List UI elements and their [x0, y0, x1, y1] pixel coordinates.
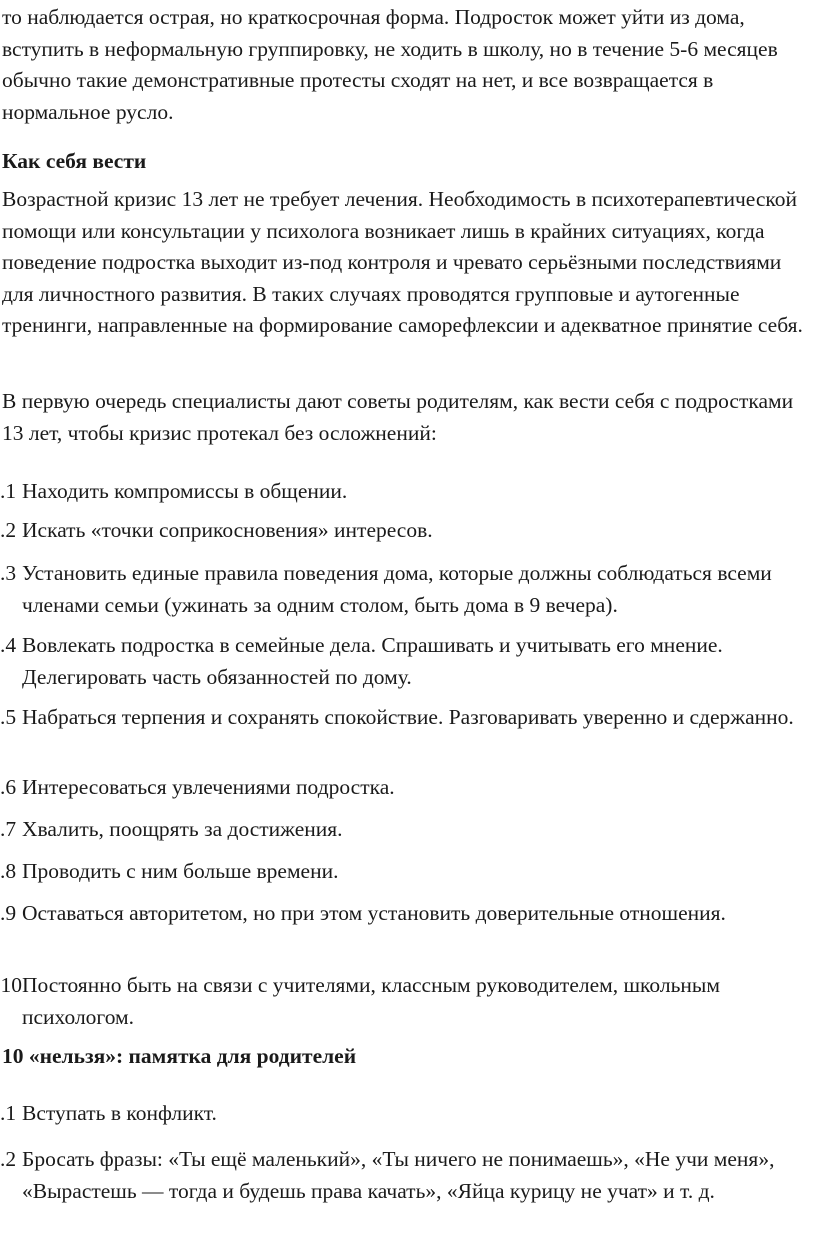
- list-item-text: Хвалить, поощрять за достижения.: [22, 817, 343, 841]
- list-item-text: Интересоваться увлечениями подростка.: [22, 775, 395, 799]
- section1-paragraph-2: В первую очередь специалисты дают советы родителям, как вести себя с подростками 13 лет, чтобы кризис протекал без осложнений:: [2, 389, 794, 445]
- list-item-text: Постоянно быть на связи с учителями, классным руководителем, школьным психологом.: [22, 973, 720, 1029]
- list-item-text: Бросать фразы: «Ты ещё маленький», «Ты ничего не понимаешь», «Не учи меня», «Вырастешь — тогда и будешь права качать», «Яйца курицу не учат» и т. д.: [22, 1147, 775, 1203]
- list-item-text: Искать «точки соприкосновения» интересов.: [22, 518, 433, 542]
- list-item-number: 4.: [0, 633, 17, 657]
- list-item-number: 9.: [0, 901, 17, 925]
- list-item-text: Оставаться авторитетом, но при этом установить доверительные отношения.: [22, 901, 726, 925]
- list-item-number: 1.: [0, 479, 17, 503]
- list-item-text: Вступать в конфликт.: [22, 1101, 217, 1125]
- list-item-number: 3.: [0, 561, 17, 585]
- list-item-number: 8.: [0, 859, 17, 883]
- list-item-number: 7.: [0, 817, 17, 841]
- list-item-text: Вовлекать подростка в семейные дела. Спрашивать и учитывать его мнение. Делегировать часть обязанностей по дому.: [22, 633, 723, 689]
- list-item-number: 6.: [0, 775, 17, 799]
- section1-paragraph-1: Возрастной кризис 13 лет не требует лечения. Необходимость в психотерапевтической помощи или консультации у психолога возникает лишь в крайних ситуациях, когда поведение подростка выходит из-под контроля и чревато серьёзными последствиями для личностного развития. В таких случаях проводятся групповые и аутогенные тренинги, направленные на формирование саморефлексии и адекватное принятие себя.: [2, 187, 803, 337]
- list-item-text: Набраться терпения и сохранять спокойствие. Разговаривать уверенно и сдержанно.: [22, 705, 794, 729]
- list-item-text: Проводить с ним больше времени.: [22, 859, 339, 883]
- list-item-text: Находить компромиссы в общении.: [22, 479, 348, 503]
- list-item-number: 2.: [0, 1147, 17, 1171]
- list-item-number: 10: [0, 973, 22, 997]
- list-item-number: 5.: [0, 705, 17, 729]
- list-item-number: 1.: [0, 1101, 17, 1125]
- list-item-number: 2.: [0, 518, 17, 542]
- intro-paragraph: то наблюдается острая, но краткосрочная форма. Подросток может уйти из дома, вступить в неформальную группировку, не ходить в школу, но в течение 5-6 месяцев обычно такие демонстративные протесты сходят на нет, и все возвращается в нормальное русло.: [2, 5, 778, 124]
- list-item-text: Установить единые правила поведения дома, которые должны соблюдаться всеми членами семьи (ужинать за одним столом, быть дома в 9 вечера).: [22, 561, 772, 617]
- section-heading-how-to-behave: Как себя вести: [2, 149, 147, 173]
- section-heading-ten-donts: 10 «нельзя»: памятка для родителей: [2, 1044, 357, 1068]
